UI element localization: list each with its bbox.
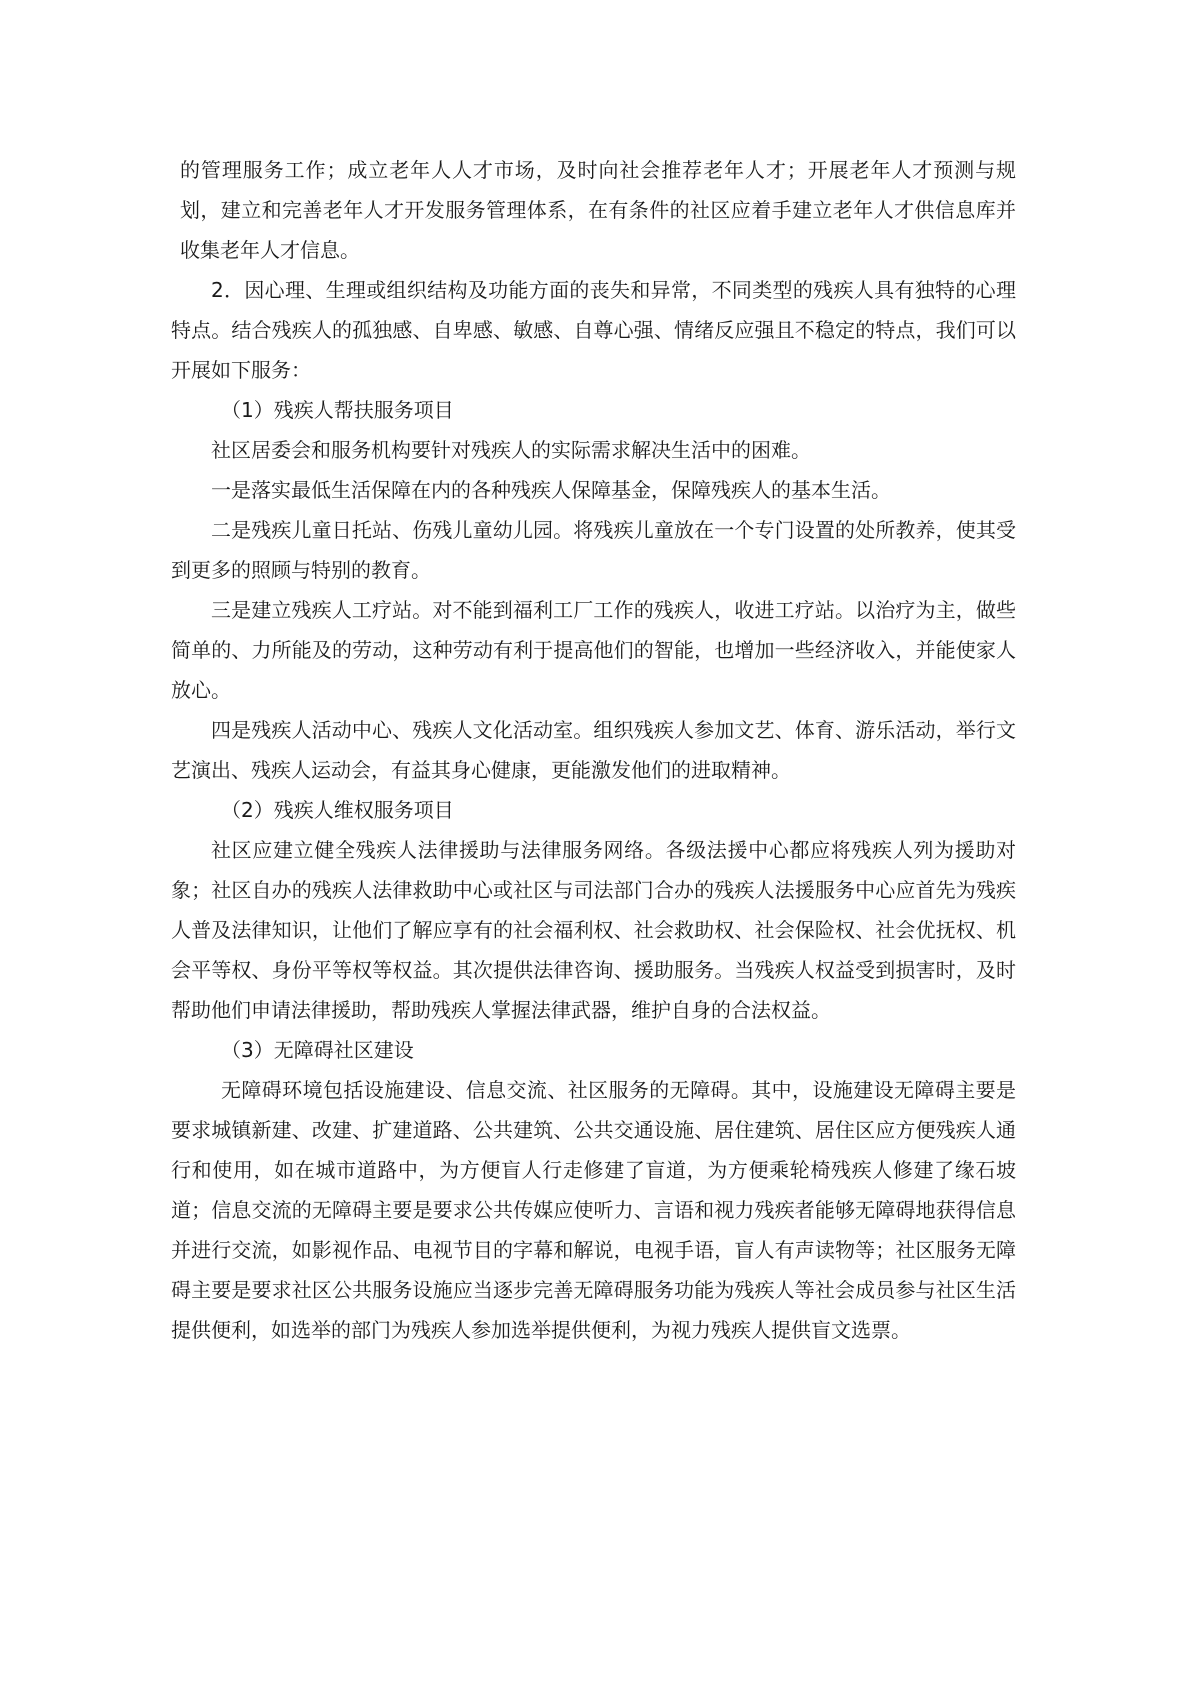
paragraph-item-four: 四是残疾人活动中心、残疾人文化活动室。组织残疾人参加文艺、体育、游乐活动，举行文艺演出、残疾人运动会，有益其身心健康，更能激发他们的进取精神。 (171, 718, 1016, 782)
paragraph-assistance-overview: 社区居委会和服务机构要针对残疾人的实际需求解决生活中的困难。 (211, 438, 811, 462)
heading-assistance-services: （1）残疾人帮扶服务项目 (221, 398, 454, 422)
document-body (171, 150, 1016, 1350)
paragraph-disabled-intro: 2．因心理、生理或组织结构及功能方面的丧失和异常，不同类型的残疾人具有独特的心理特点。结合残疾人的孤独感、自卑感、敏感、自尊心强、情绪反应强且不稳定的特点，我们可以开展如下服务： (171, 278, 1016, 382)
paragraph-item-three: 三是建立残疾人工疗站。对不能到福利工厂工作的残疾人，收进工疗站。以治疗为主，做些简单的、力所能及的劳动，这种劳动有利于提高他们的智能，也增加一些经济收入，并能使家人放心。 (171, 598, 1016, 702)
paragraph-barrier-free: 无障碍环境包括设施建设、信息交流、社区服务的无障碍。其中，设施建设无障碍主要是要求城镇新建、改建、扩建道路、公共建筑、公共交通设施、居住建筑、居住区应方便残疾人通行和使用，如在城市道路中，为方便盲人行走修建了盲道，为方便乘轮椅残疾人修建了缘石坡道；信息交流的无障碍主要是要求公共传媒应使听力、言语和视力残疾者能够无障碍地获得信息并进行交流，如影视作品、电视节目的字幕和解说，电视手语，盲人有声读物等；社区服务无障碍主要是要求社区公共服务设施应当逐步完善无障碍服务功能为残疾人等社会成员参与社区生活提供便利，如选举的部门为残疾人参加选举提供便利，为视力残疾人提供盲文选票。 (171, 1078, 1016, 1342)
paragraph-item-two: 二是残疾儿童日托站、伤残儿童幼儿园。将残疾儿童放在一个专门设置的处所教养，使其受到更多的照顾与特别的教育。 (171, 518, 1016, 582)
paragraph-item-one: 一是落实最低生活保障在内的各种残疾人保障基金，保障残疾人的基本生活。 (211, 478, 891, 502)
paragraph-elderly-talent-continued: 的管理服务工作；成立老年人人才市场，及时向社会推荐老年人才；开展老年人才预测与规划，建立和完善老年人才开发服务管理体系，在有条件的社区应着手建立老年人才供信息库并收集老年人才信息。 (180, 158, 1016, 262)
paragraph-legal-aid: 社区应建立健全残疾人法律援助与法律服务网络。各级法援中心都应将残疾人列为援助对象；社区自办的残疾人法律救助中心或社区与司法部门合办的残疾人法援服务中心应首先为残疾人普及法律知识，让他们了解应享有的社会福利权、社会救助权、社会保险权、社会优抚权、机会平等权、身份平等权等权益。其次提供法律咨询、援助服务。当残疾人权益受到损害时，及时帮助他们申请法律援助，帮助残疾人掌握法律武器，维护自身的合法权益。 (171, 838, 1016, 1022)
heading-barrier-free: （3）无障碍社区建设 (221, 1038, 414, 1062)
heading-rights-services: （2）残疾人维权服务项目 (221, 798, 454, 822)
